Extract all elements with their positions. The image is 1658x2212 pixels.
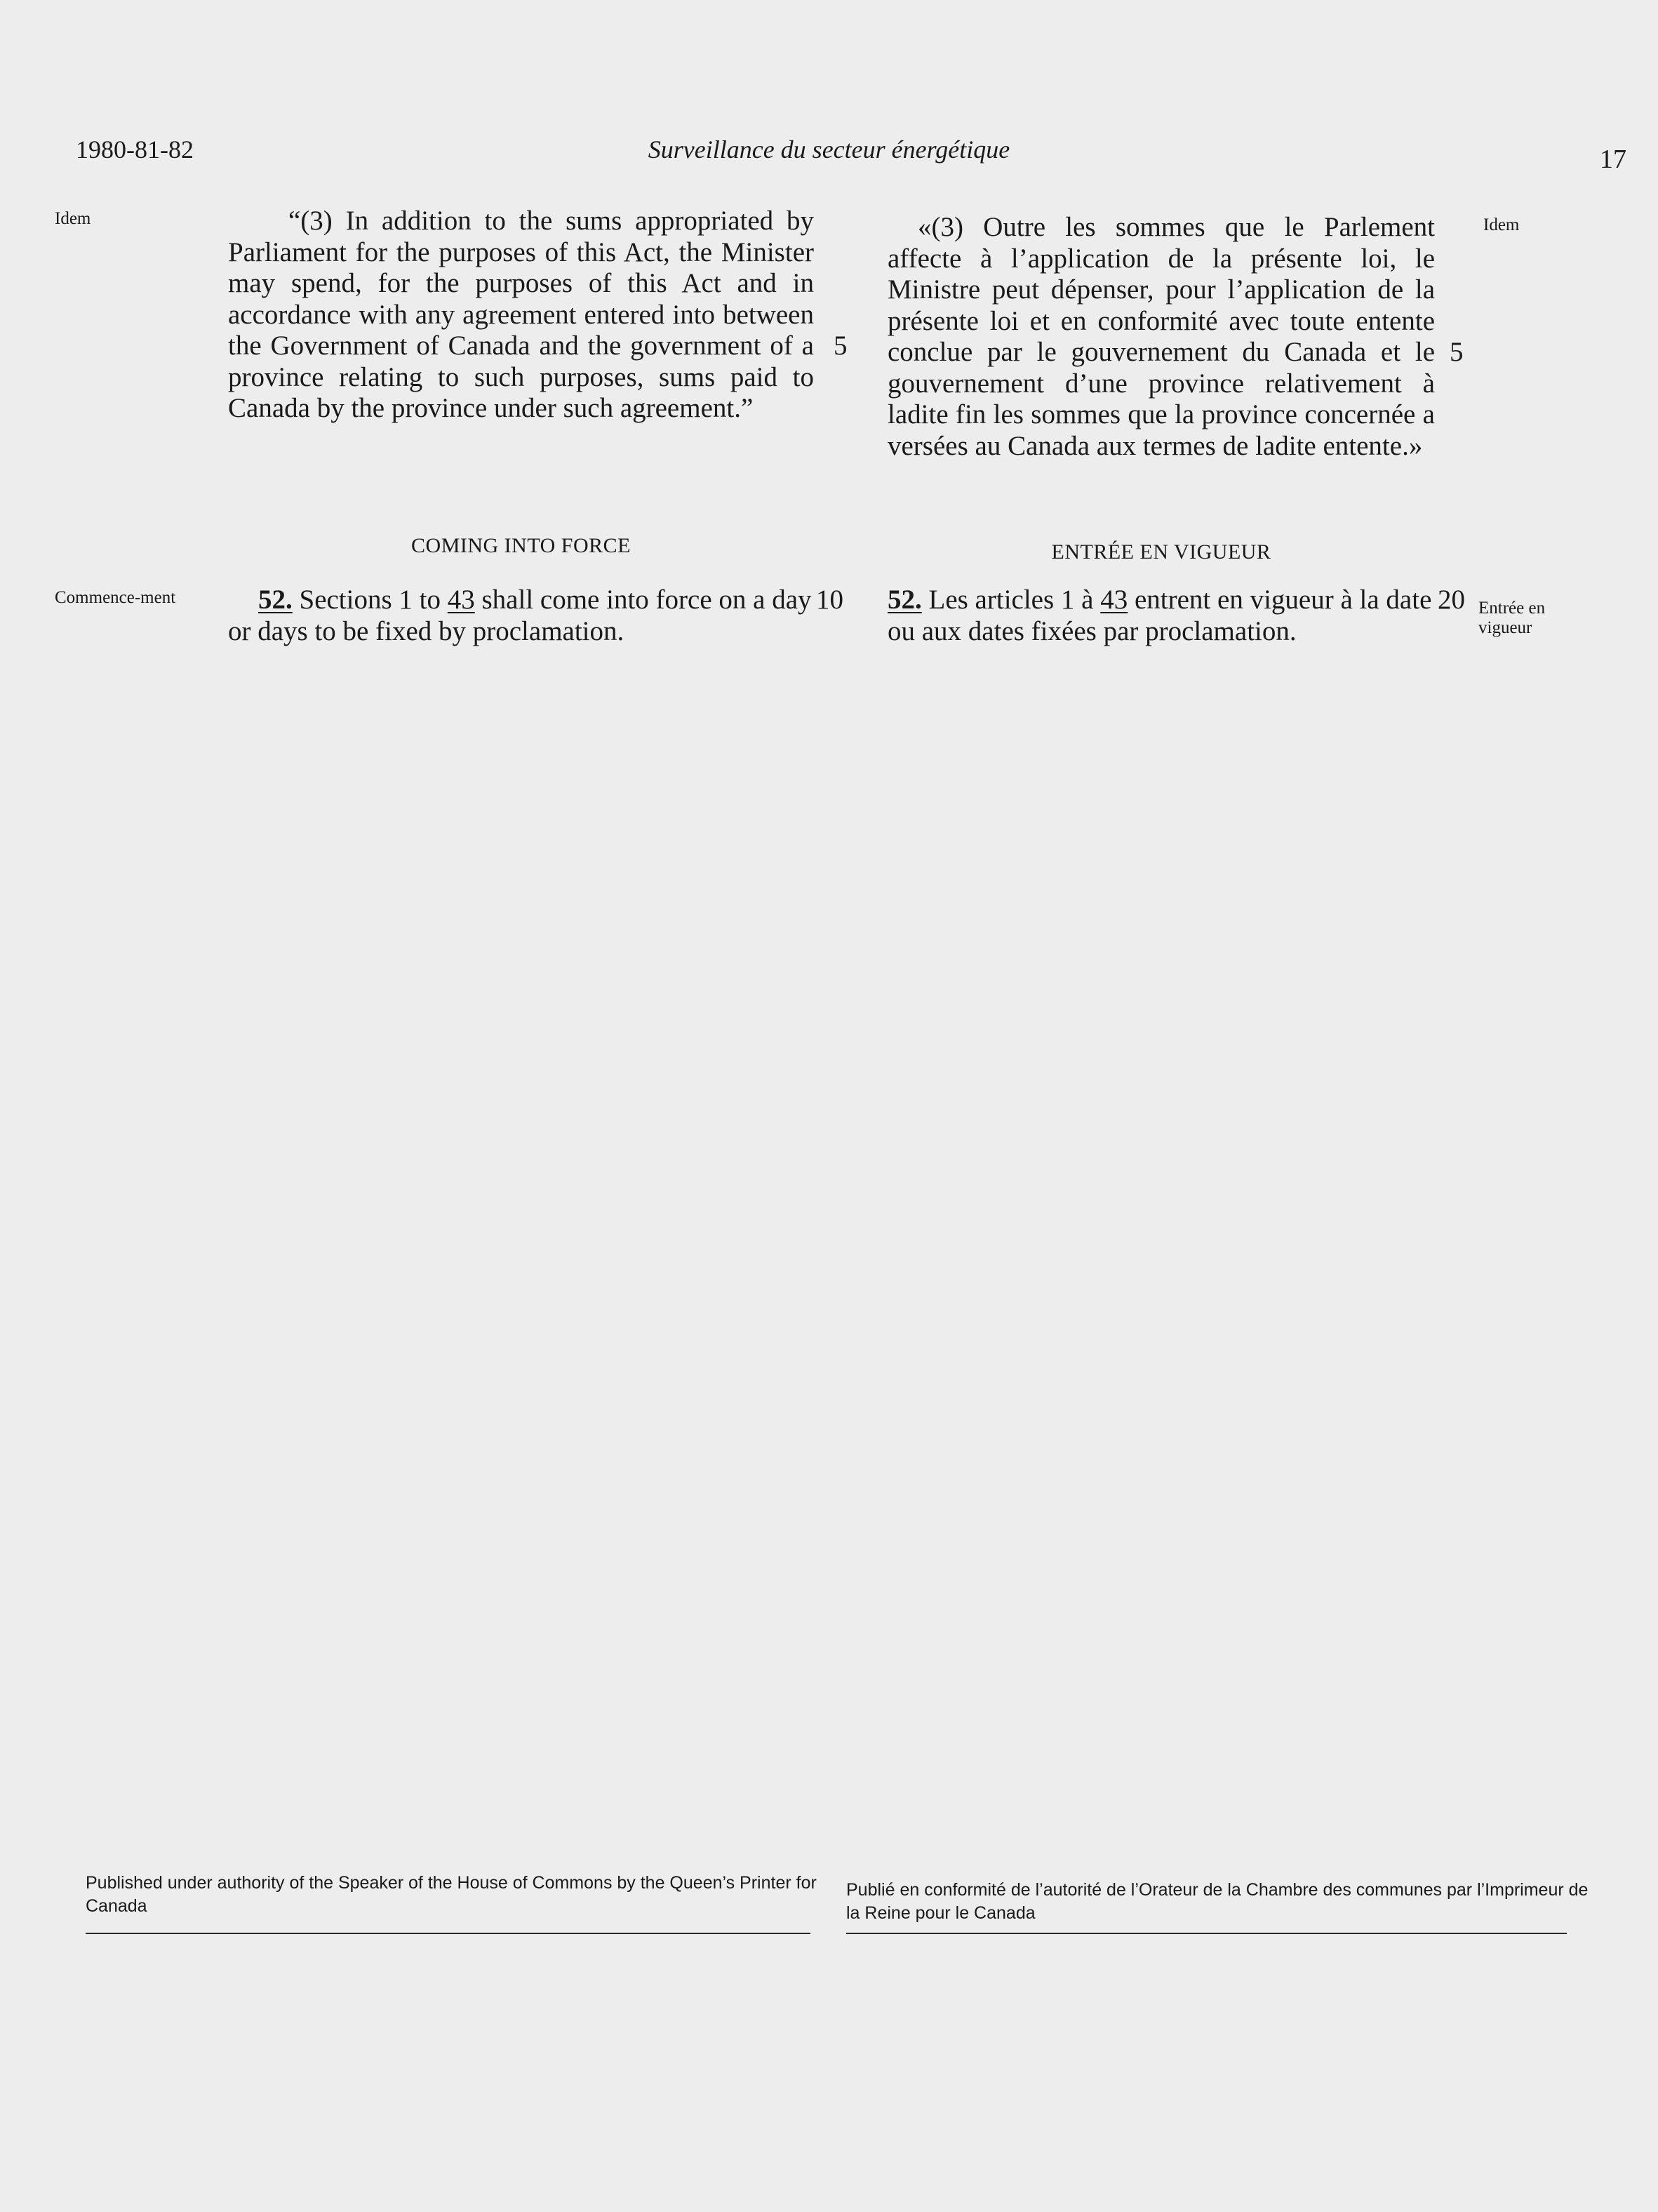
- footer-publisher-en: Published under authority of the Speaker of the House of Commons by the Queen’s Printer for Canada: [86, 1873, 817, 1916]
- page-number: 17: [1600, 145, 1626, 174]
- section-ref-43-en: 43: [447, 585, 475, 615]
- section-ref-43-fr: 43: [1100, 585, 1128, 615]
- footer-publisher-fr: Publié en conformité de l’autorité de l’Orateur de la Chambre des communes par l’Imprimeur de la Reine pour le Canada: [846, 1880, 1589, 1923]
- french-subsection-3: «(3) Outre les sommes que le Parlement affecte à l’application de la présente loi, le Ministre peut dépenser, pour l’application de la présente loi et en conformité avec toute entente conclue par le gouvernement du Canada et le gouvernement d’une province relativement à ladite fin les sommes que la province concernée a versées au Canada aux termes de ladite entente.»: [888, 212, 1435, 461]
- heading-coming-into-force: COMING INTO FORCE: [411, 534, 631, 557]
- margin-note-idem-fr: Idem: [1483, 215, 1520, 234]
- section-number-fr: 52.: [888, 585, 922, 615]
- footer-rule-fr: [846, 1933, 1567, 1934]
- line-number-20-fr: 20: [1438, 585, 1465, 615]
- margin-note-entree-en-vigueur: Entrée en vigueur: [1478, 599, 1546, 637]
- line-number-10-en: 10: [816, 585, 843, 615]
- line-number-5-fr: 5: [1450, 337, 1464, 367]
- section-number-en: 52.: [258, 585, 293, 615]
- session-years: 1980-81-82: [76, 135, 194, 164]
- english-section-52: 52. Sections 1 to 43 shall come into force on a day or days to be fixed by proclamation.: [228, 585, 812, 646]
- footer-rule-en: [86, 1933, 810, 1934]
- running-title: Surveillance du secteur énergétique: [648, 135, 1010, 164]
- margin-note-commencement: Commence-ment: [55, 588, 176, 607]
- french-section-52: 52. Les articles 1 à 43 entrent en vigueur à la date ou aux dates fixées par proclamation.: [888, 585, 1432, 646]
- heading-entree-en-vigueur: ENTRÉE EN VIGUEUR: [1051, 540, 1271, 564]
- margin-note-idem-en: Idem: [55, 209, 91, 228]
- english-subsection-3: “(3) In addition to the sums appropriated by Parliament for the purposes of this Act, the Minister may spend, for the purposes of this Act and in accordance with any agreement entered into between the Government of Canada and the government of a province relating to such purposes, sums paid to Canada by the province under such agreement.”: [228, 206, 814, 423]
- line-number-5-en: 5: [834, 331, 848, 361]
